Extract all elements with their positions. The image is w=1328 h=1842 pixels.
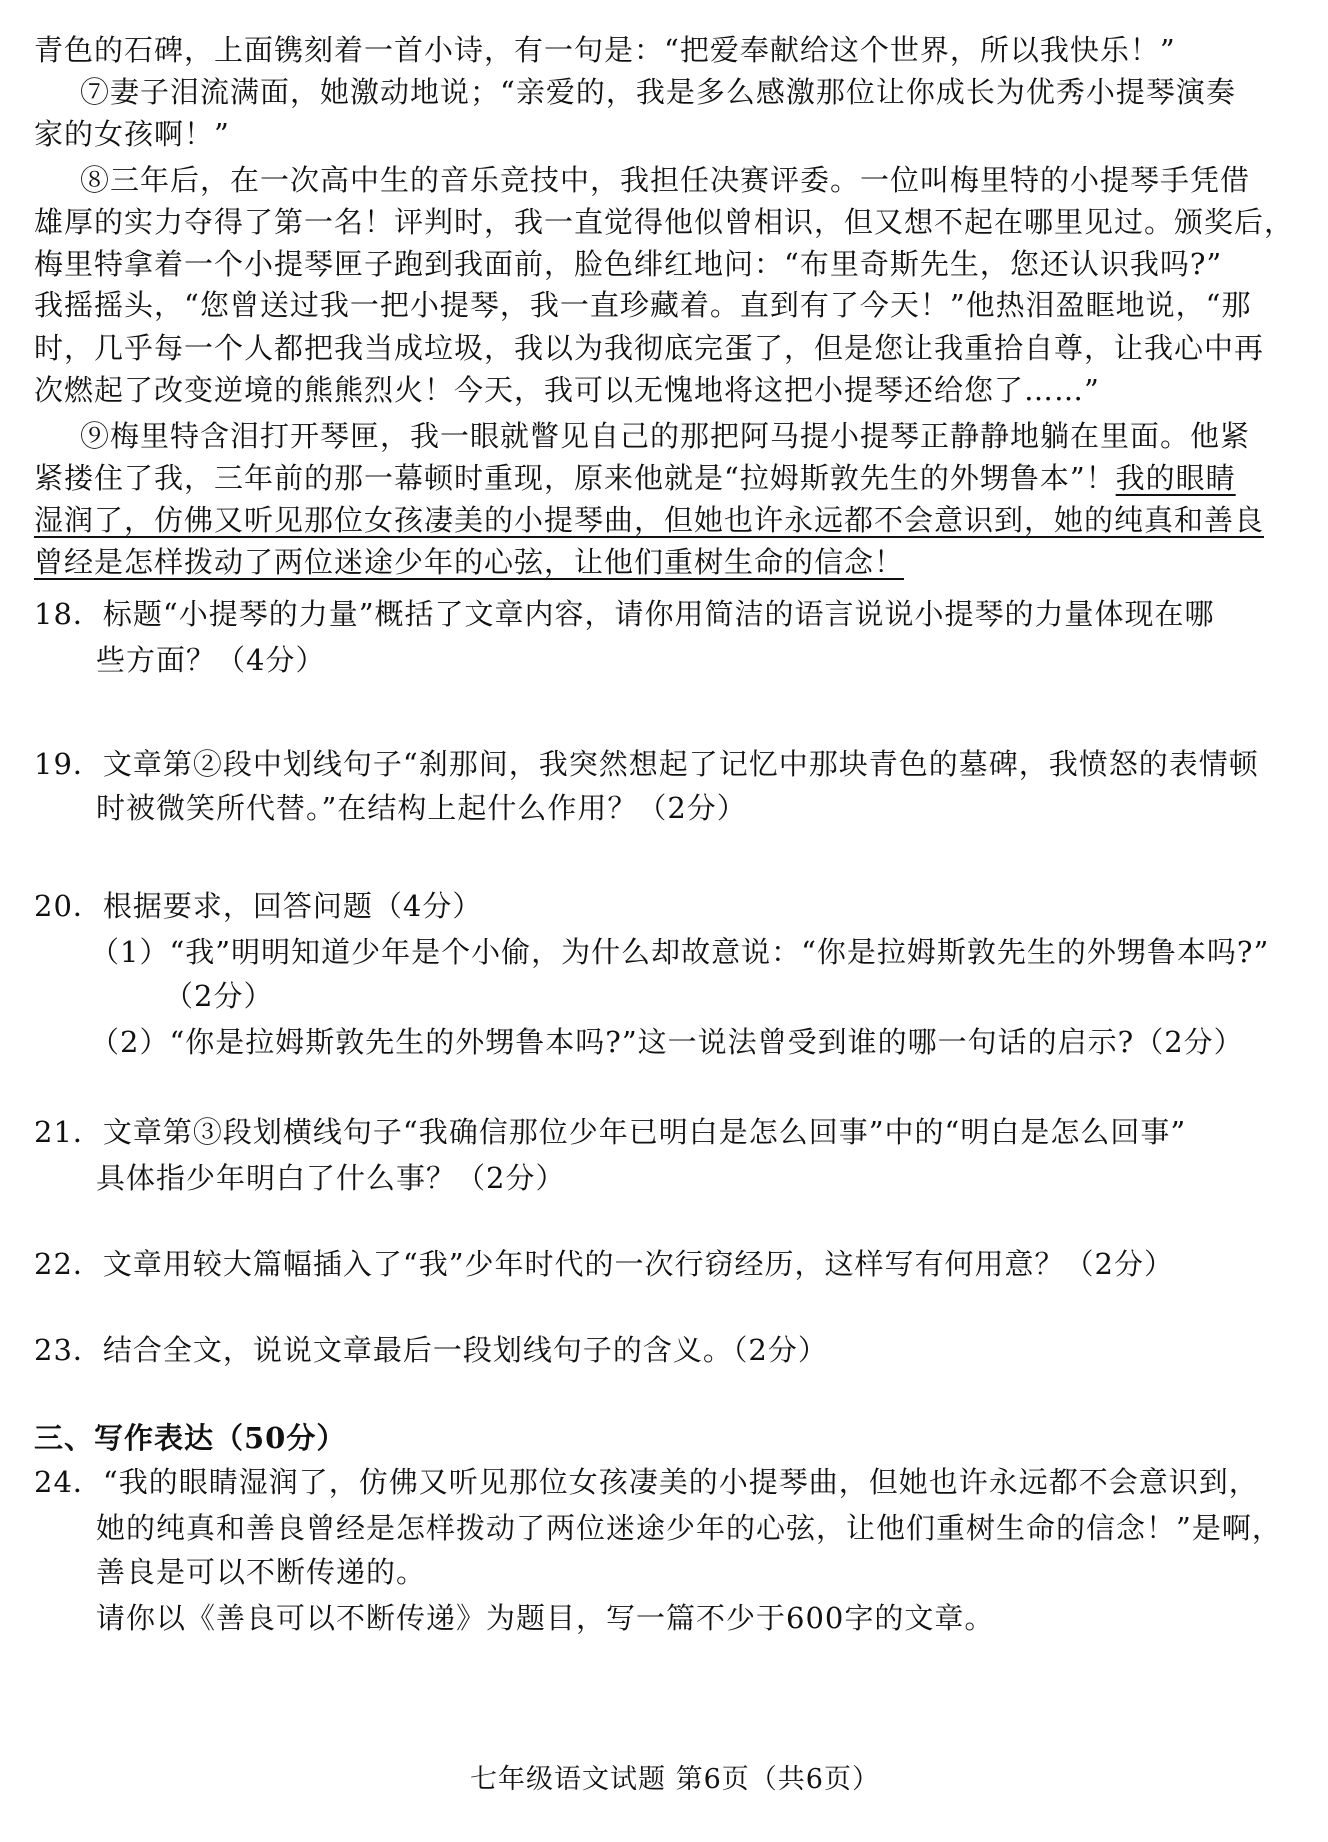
question-22: 22．文章用较大篇幅插入了“我”少年时代的一次行窃经历，这样写有何用意？（2分） [34, 1247, 1175, 1281]
question-18: 18．标题“小提琴的力量”概括了文章内容，请你用简洁的语言说说小提琴的力量体现在哪 [34, 597, 1215, 631]
page-footer: 七年级语文试题 第6页（共6页） [470, 1764, 880, 1795]
passage-line: 梅里特拿着一个小提琴匣子跑到我面前，脸色绯红地问：“布里奇斯先生，您还认识我吗?” [34, 247, 1223, 281]
passage-line: ⑨梅里特含泪打开琴匣，我一眼就瞥见自己的那把阿马提小提琴正静静地躺在里面。他紧 [80, 419, 1251, 453]
question-21: 21．文章第③段划横线句子“我确信那位少年已明白是怎么回事”中的“明白是怎么回事” [34, 1115, 1187, 1149]
question-23: 23．结合全文，说说文章最后一段划线句子的含义。（2分） [34, 1333, 828, 1367]
question-20: 20．根据要求，回答问题（4分） [34, 889, 483, 923]
question-21-cont: 具体指少年明白了什么事？（2分） [96, 1161, 566, 1195]
passage-line: ⑧三年后，在一次高中生的音乐竞技中，我担任决赛评委。一位叫梅里特的小提琴手凭借 [80, 163, 1251, 197]
underlined-sentence: 曾经是怎样拨动了两位迷途少年的心弦，让他们重树生命的信念！ [34, 545, 905, 579]
question-20-part-1: （1）“我”明明知道少年是个小偷，为什么却故意说：“你是拉姆斯敦先生的外甥鲁本吗?” [90, 935, 1270, 969]
passage-line: 我摇摇头，“您曾送过我一把小提琴，我一直珍藏着。直到有了今天！”他热泪盈眶地说，“那 [34, 288, 1252, 322]
passage-text: 紧搂住了我，三年前的那一幕顿时重现，原来他就是“拉姆斯敦先生的外甥鲁本”！ [34, 461, 1116, 495]
question-18-cont: 些方面？（4分） [96, 643, 326, 677]
question-20-part-2: （2）“你是拉姆斯敦先生的外甥鲁本吗?”这一说法曾受到谁的哪一句话的启示?（2分） [90, 1025, 1244, 1059]
passage-line: 家的女孩啊！” [34, 117, 230, 151]
question-24-prompt: 请你以《善良可以不断传递》为题目，写一篇不少于600字的文章。 [96, 1601, 995, 1635]
passage-line [34, 458, 1236, 498]
question-24: 24．“我的眼睛湿润了，仿佛又听见那位女孩凄美的小提琴曲，但她也许永远都不会意识到， [34, 1465, 1259, 1499]
passage-line: 时，几乎每一个人都把我当成垃圾，我以为我彻底完蛋了，但是您让我重拾自尊，让我心中再 [34, 331, 1265, 365]
passage-line: ⑦妻子泪流满面，她激动地说；“亲爱的，我是多么感激那位让你成长为优秀小提琴演奏 [80, 75, 1236, 109]
underlined-sentence: 湿润了，仿佛又听见那位女孩凄美的小提琴曲，但她也许永远都不会意识到，她的纯真和善良 [34, 503, 1265, 537]
question-24-cont: 她的纯真和善良曾经是怎样拨动了两位迷途少年的心弦，让他们重树生命的信念！”是啊， [96, 1511, 1282, 1545]
question-19-cont: 时被微笑所代替。”在结构上起什么作用？（2分） [96, 791, 747, 825]
question-19: 19．文章第②段中划线句子“刹那间，我突然想起了记忆中那块青色的墓碑，我愤怒的表情顿 [34, 747, 1259, 781]
underlined-sentence: 我的眼睛 [1115, 461, 1236, 495]
passage-line: 青色的石碑，上面镌刻着一首小诗，有一句是：“把爱奉献给这个世界，所以我快乐！” [34, 33, 1176, 67]
question-24-cont: 善良是可以不断传递的。 [96, 1555, 427, 1589]
question-20-part-1-score: （2分） [164, 979, 274, 1013]
passage-line: 雄厚的实力夺得了第一名！评判时，我一直觉得他似曾相识，但又想不起在哪里见过。颁奖后， [34, 205, 1295, 239]
section-title: 三、写作表达（50分） [34, 1421, 347, 1455]
passage-line: 次燃起了改变逆境的熊熊烈火！今天，我可以无愧地将这把小提琴还给您了……” [34, 373, 1100, 407]
